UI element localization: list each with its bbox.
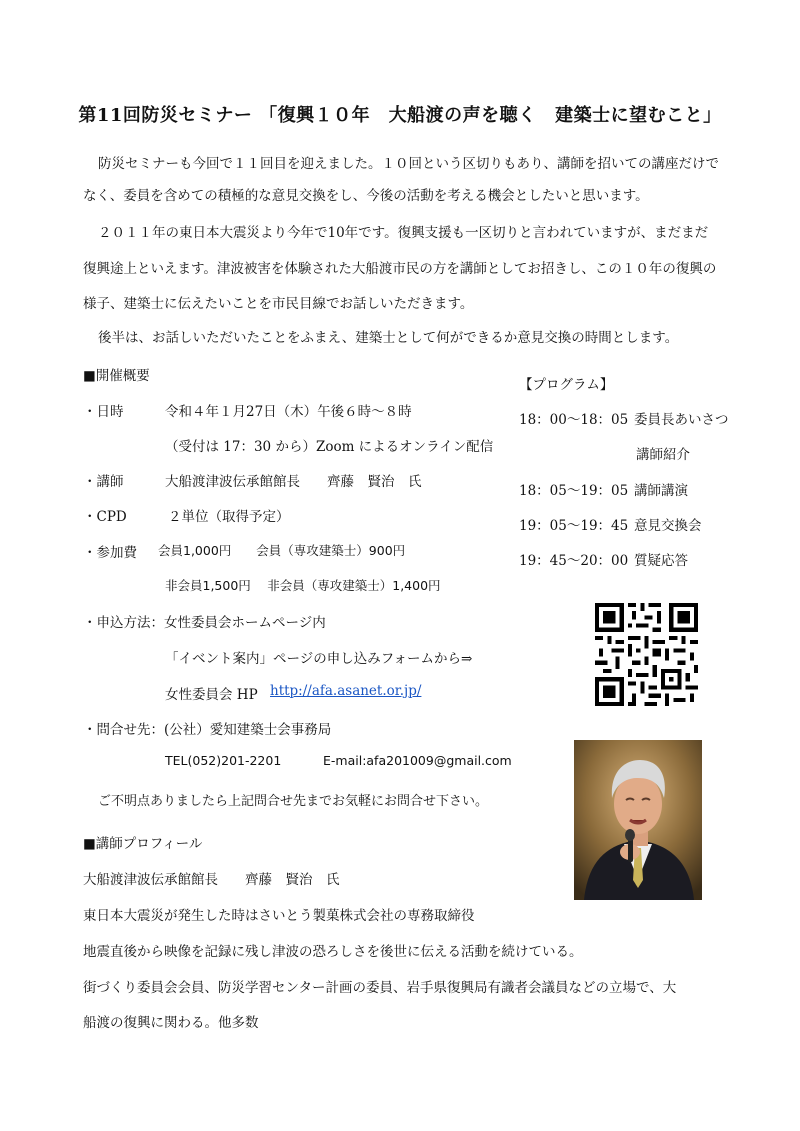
program-desc-5: 質疑応答	[634, 553, 688, 569]
speaker-photo-graphic	[574, 740, 702, 900]
program-heading: 【プログラム】	[519, 377, 614, 393]
fee-label: ・参加費	[83, 545, 137, 561]
contact-note: ご不明点ありましたら上記問合せ先までお気軽にお問合せ下さい。	[98, 794, 489, 809]
intro-paragraph-1-line-2: なく、委員を含めての積極的な意見交換をし、今後の活動を考える機会としたいと思います。	[83, 188, 649, 204]
program-desc-2: 講師紹介	[636, 447, 690, 463]
contact-label: ・問合せ先：(公社）愛知建築士会事務局	[83, 722, 332, 738]
profile-line-1: 東日本大震災が発生した時はさいとう製菓株式会社の専務取締役	[83, 908, 475, 924]
apply-label: ・申込方法：女性委員会ホームページ内	[83, 615, 326, 631]
intro-paragraph-2-line-3: 様子、建築士に伝えたいことを市民目線でお話しいただきます。	[83, 296, 474, 312]
qr-code[interactable]	[595, 603, 698, 706]
qr-code-graphic	[595, 603, 698, 706]
fee-members: 会員1,000円 会員（専攻建築士）900円	[158, 543, 406, 558]
apply-url-link[interactable]: http://afa.asanet.or.jp/	[270, 683, 422, 699]
program-desc-4: 意見交換会	[634, 518, 702, 534]
intro-paragraph-3-line-1: 後半は、お話しいただいたことをふまえ、建築士として何ができるか意見交換の時間とします。	[98, 330, 679, 346]
date-value: 令和４年１月27日（木）午後６時～８時	[165, 404, 412, 420]
lecturer-value: 大船渡津波伝承館館長 齊藤 賢治 氏	[165, 474, 422, 490]
program-time-1: 18：00～18：05	[519, 412, 629, 428]
cpd-value: ２単位（取得予定）	[168, 509, 290, 525]
profile-heading: ■講師プロフィール	[83, 836, 203, 852]
contact-tel: TEL(052)201-2201	[165, 753, 282, 768]
contact-email: E-mail:afa201009@gmail.com	[323, 753, 512, 768]
cpd-label: ・CPD	[83, 509, 127, 525]
fee-nonmembers: 非会員1,500円 非会員（専攻建築士）1,400円	[165, 578, 441, 593]
intro-paragraph-1-line-1: 防災セミナーも今回で１１回目を迎えました。１０回という区切りもあり、講師を招いての講座だけで	[98, 156, 719, 172]
lecturer-label: ・講師	[83, 474, 124, 490]
date-label: ・日時	[83, 404, 124, 420]
program-desc-3: 講師講演	[634, 483, 688, 499]
profile-line-3: 街づくり委員会会員、防災学習センター計画の委員、岩手県復興局有識者会議員などの立場で、大	[83, 980, 677, 996]
program-desc-1: 委員長あいさつ	[634, 412, 729, 428]
apply-hp-label: 女性委員会 HP	[165, 687, 258, 703]
program-time-3: 18：05～19：05	[519, 483, 629, 499]
profile-line-4: 船渡の復興に関わる。他多数	[83, 1015, 259, 1031]
date-note: （受付は 17：30 から）Zoom によるオンライン配信	[165, 439, 494, 455]
profile-line-2: 地震直後から映像を記録に残し津波の恐ろしさを後世に伝える活動を続けている。	[83, 944, 583, 960]
profile-name: 大船渡津波伝承館館長 齊藤 賢治 氏	[83, 872, 340, 888]
intro-paragraph-2-line-1: ２０１１年の東日本大震災より今年で10年です。復興支援も一区切りと言われていますが、まだまだ	[98, 225, 709, 241]
intro-paragraph-2-line-2: 復興途上といえます。津波被害を体験された大船渡市民の方を講師としてお招きし、この１０年の復興の	[83, 261, 717, 277]
program-time-5: 19：45～20：00	[519, 553, 629, 569]
apply-instructions: 「イベント案内」ページの申し込みフォームから⇒	[165, 651, 473, 667]
speaker-photo	[574, 740, 702, 900]
page-title: 第11回防災セミナー 「復興１０年 大船渡の声を聴く 建築士に望むこと」	[78, 105, 722, 126]
program-time-4: 19：05～19：45	[519, 518, 629, 534]
overview-heading: ■開催概要	[83, 368, 150, 384]
